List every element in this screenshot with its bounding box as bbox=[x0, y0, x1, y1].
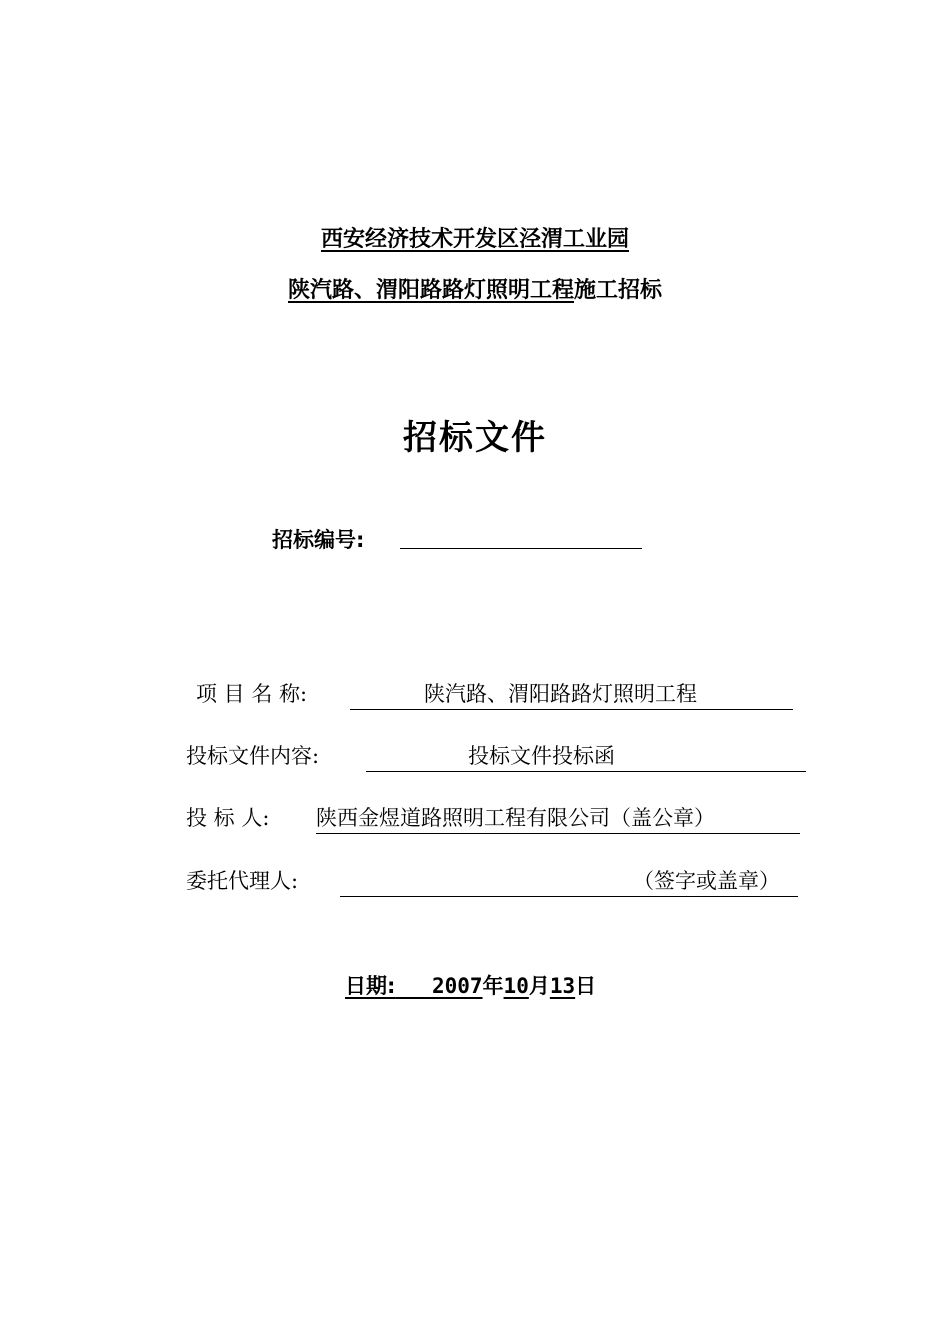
date-month-unit: 月 bbox=[528, 974, 550, 998]
bid-content-label: 投标文件内容: bbox=[186, 744, 320, 768]
bid-content-field bbox=[366, 741, 806, 772]
document-title: 招标文件 bbox=[403, 418, 547, 458]
bidder-field bbox=[316, 803, 800, 834]
header-line-1-text: 西安经济技术开发区泾渭工业园 bbox=[320, 227, 629, 252]
project-name-label: 项 目 名 称: bbox=[196, 682, 308, 706]
project-name-field bbox=[350, 679, 793, 710]
bidder-value: 陕西金煜道路照明工程有限公司（盖公章） bbox=[316, 806, 715, 830]
date-day-unit: 日 bbox=[575, 974, 597, 998]
bid-number-field bbox=[400, 548, 642, 549]
date-day: 13 bbox=[549, 974, 576, 998]
date-month: 10 bbox=[503, 974, 529, 998]
header-line-2-underlined: 陕汽路、渭阳路路灯照明工程 bbox=[287, 278, 574, 303]
agent-value: （签字或盖章） bbox=[633, 869, 780, 893]
header-line-1 bbox=[0, 225, 950, 255]
agent-field bbox=[340, 866, 798, 897]
date-row bbox=[345, 971, 596, 1001]
bid-number-label: 招标编号: bbox=[272, 528, 365, 552]
date-label bbox=[345, 974, 483, 998]
date-label-text: 日期: bbox=[345, 974, 396, 998]
date-year-unit: 年 bbox=[482, 974, 504, 998]
header-line-2 bbox=[0, 276, 950, 306]
project-name-value: 陕汽路、渭阳路路灯照明工程 bbox=[424, 682, 697, 706]
header-line-2-rest: 施工招标 bbox=[574, 278, 663, 303]
agent-label: 委托代理人: bbox=[186, 869, 299, 893]
bid-content-value: 投标文件投标函 bbox=[468, 744, 615, 768]
bidder-label: 投 标 人: bbox=[186, 806, 270, 830]
date-year: 2007 bbox=[431, 974, 483, 998]
